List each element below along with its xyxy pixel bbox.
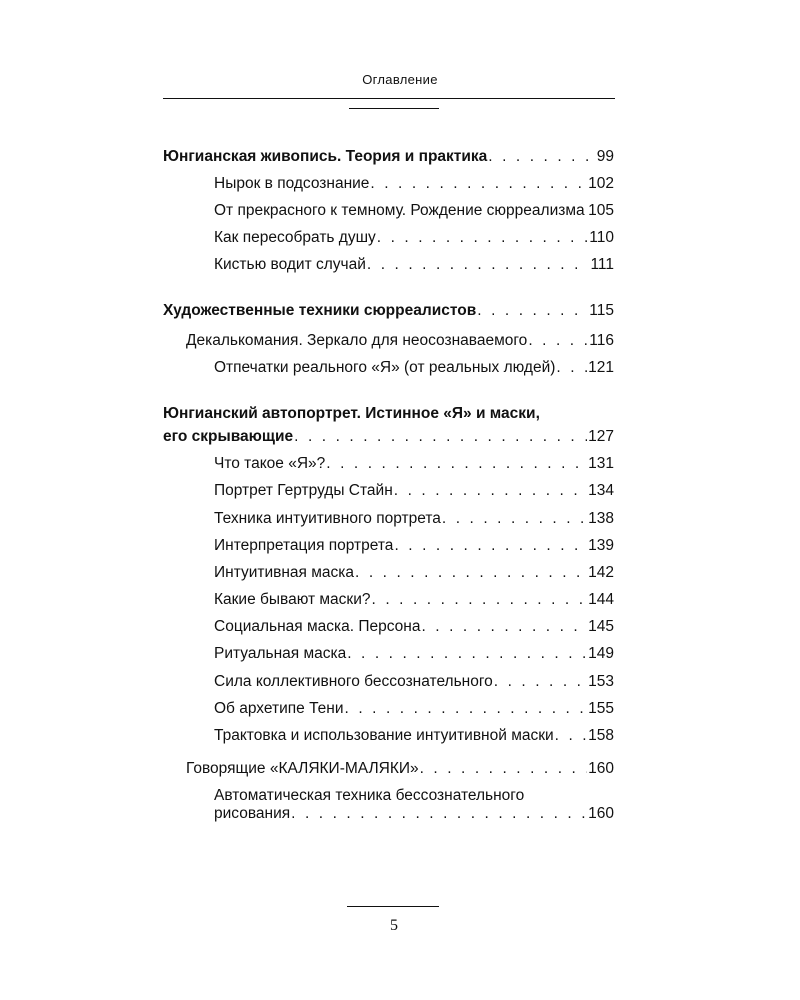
- toc-entry[interactable]: [214, 173, 614, 195]
- header-title: Оглавление: [362, 72, 438, 87]
- leader-dots: [345, 698, 588, 720]
- toc-chapter[interactable]: [163, 146, 614, 168]
- toc-page-number: 99: [596, 148, 614, 165]
- toc-entry[interactable]: [214, 200, 614, 222]
- toc-entry-title: Сила коллективного бессознательного: [214, 673, 493, 690]
- toc-page-number: 158: [588, 727, 614, 744]
- toc-entry-title: Кистью водит случай: [214, 256, 366, 273]
- toc-page-number: 115: [589, 302, 614, 319]
- toc-chapter[interactable]: [163, 300, 614, 322]
- toc-page-number: 121: [588, 359, 614, 376]
- toc-page-number: 116: [589, 332, 614, 349]
- toc-entry[interactable]: [214, 508, 614, 530]
- page-number: 5: [390, 917, 398, 934]
- toc-entry-title: Интерпретация портрета: [214, 537, 394, 554]
- toc-entry[interactable]: [214, 671, 614, 693]
- toc-subsection-title: Говорящие «КАЛЯКИ-МАЛЯКИ»: [186, 760, 419, 777]
- leader-dots: [586, 200, 588, 222]
- toc-entry-title: Какие бывают маски?: [214, 591, 371, 608]
- leader-dots: [555, 725, 587, 747]
- leader-dots: [488, 146, 595, 168]
- toc-page-number: 139: [588, 537, 614, 554]
- toc-page-number: 145: [588, 618, 614, 635]
- toc-entry-title: Нырок в подсознание: [214, 175, 370, 192]
- toc-page-number: 138: [588, 510, 614, 527]
- toc-entry[interactable]: [214, 562, 614, 584]
- toc-entry-title: От прекрасного к темному. Рождение сюрреализма: [214, 202, 585, 219]
- toc-chapter-title-line[interactable]: Юнгианский автопортрет. Истинное «Я» и маски,: [163, 405, 540, 422]
- toc-page-number: 144: [588, 591, 614, 608]
- leader-dots: [347, 643, 587, 665]
- toc-entry[interactable]: [214, 589, 614, 611]
- toc-entry[interactable]: [214, 643, 614, 665]
- leader-dots: [494, 671, 587, 693]
- toc-subsection[interactable]: [186, 330, 614, 352]
- toc-page-number: 110: [589, 229, 614, 246]
- toc-page-number: 105: [588, 202, 614, 219]
- toc-chapter-title: его скрывающие: [163, 428, 294, 445]
- toc-page-number: 153: [588, 673, 614, 690]
- toc-entry[interactable]: [214, 357, 614, 379]
- toc-page-number: 131: [588, 455, 614, 472]
- toc-entry-title: Как пересобрать душу: [214, 229, 376, 246]
- leader-dots: [394, 480, 587, 502]
- toc-page-number: 155: [588, 700, 614, 717]
- leader-dots: [377, 227, 589, 249]
- toc-entry[interactable]: [214, 480, 614, 502]
- toc-entry[interactable]: [214, 227, 614, 249]
- toc-page-number: 127: [588, 428, 614, 445]
- leader-dots: [326, 453, 587, 475]
- toc-entry[interactable]: [214, 254, 614, 276]
- toc-chapter-title: Художественные техники сюрреалистов: [163, 302, 477, 319]
- leader-dots: [421, 616, 587, 638]
- toc-page-number: 160: [588, 760, 614, 777]
- leader-dots: [367, 254, 590, 276]
- toc-entry-title: Ритуальная маска: [214, 645, 347, 662]
- toc-entry[interactable]: [214, 725, 614, 747]
- leader-dots: [477, 300, 588, 322]
- leader-dots: [394, 535, 587, 557]
- leader-dots: [528, 330, 588, 352]
- footer-rule: [347, 906, 439, 907]
- toc-page-number: 142: [588, 564, 614, 581]
- toc-entry[interactable]: [214, 616, 614, 638]
- leader-dots: [556, 357, 587, 379]
- toc-entry[interactable]: [214, 535, 614, 557]
- toc-entry-title: рисования: [214, 805, 291, 822]
- toc-chapter-title: Юнгианская живопись. Теория и практика: [163, 148, 488, 165]
- toc-page-number: 102: [588, 175, 614, 192]
- toc-page-number: 111: [590, 256, 614, 273]
- leader-dots: [420, 758, 588, 780]
- toc-entry[interactable]: [214, 698, 614, 720]
- toc-entry-title-line[interactable]: Автоматическая техника бессознательного: [214, 787, 525, 804]
- toc-chapter[interactable]: [163, 426, 614, 448]
- leader-dots: [291, 803, 587, 825]
- toc-entry-title: Отпечатки реального «Я» (от реальных людей): [214, 359, 556, 376]
- toc-entry-title: Портрет Гертруды Стайн: [214, 482, 393, 499]
- header-short-rule: [349, 108, 439, 109]
- toc-entry-title: Социальная маска. Персона: [214, 618, 421, 635]
- leader-dots: [372, 589, 588, 611]
- leader-dots: [294, 426, 587, 448]
- leader-dots: [442, 508, 587, 530]
- toc-entry-title: Трактовка и использование интуитивной маски: [214, 727, 554, 744]
- toc-entry-title: Об архетипе Тени: [214, 700, 344, 717]
- toc-page-number: 149: [588, 645, 614, 662]
- toc-page-number: 134: [588, 482, 614, 499]
- toc-page-number: 160: [588, 805, 614, 822]
- toc-subsection-title: Декалькомания. Зеркало для неосознаваемого: [186, 332, 528, 349]
- toc-subsection[interactable]: [186, 758, 614, 780]
- leader-dots: [370, 173, 587, 195]
- header-rule: [163, 98, 615, 99]
- leader-dots: [355, 562, 587, 584]
- toc-entry-title: Интуитивная маска: [214, 564, 355, 581]
- toc-entry[interactable]: [214, 453, 614, 475]
- toc-entry-title: Техника интуитивного портрета: [214, 510, 441, 527]
- toc-entry[interactable]: [214, 803, 614, 825]
- toc-entry-title: Что такое «Я»?: [214, 455, 326, 472]
